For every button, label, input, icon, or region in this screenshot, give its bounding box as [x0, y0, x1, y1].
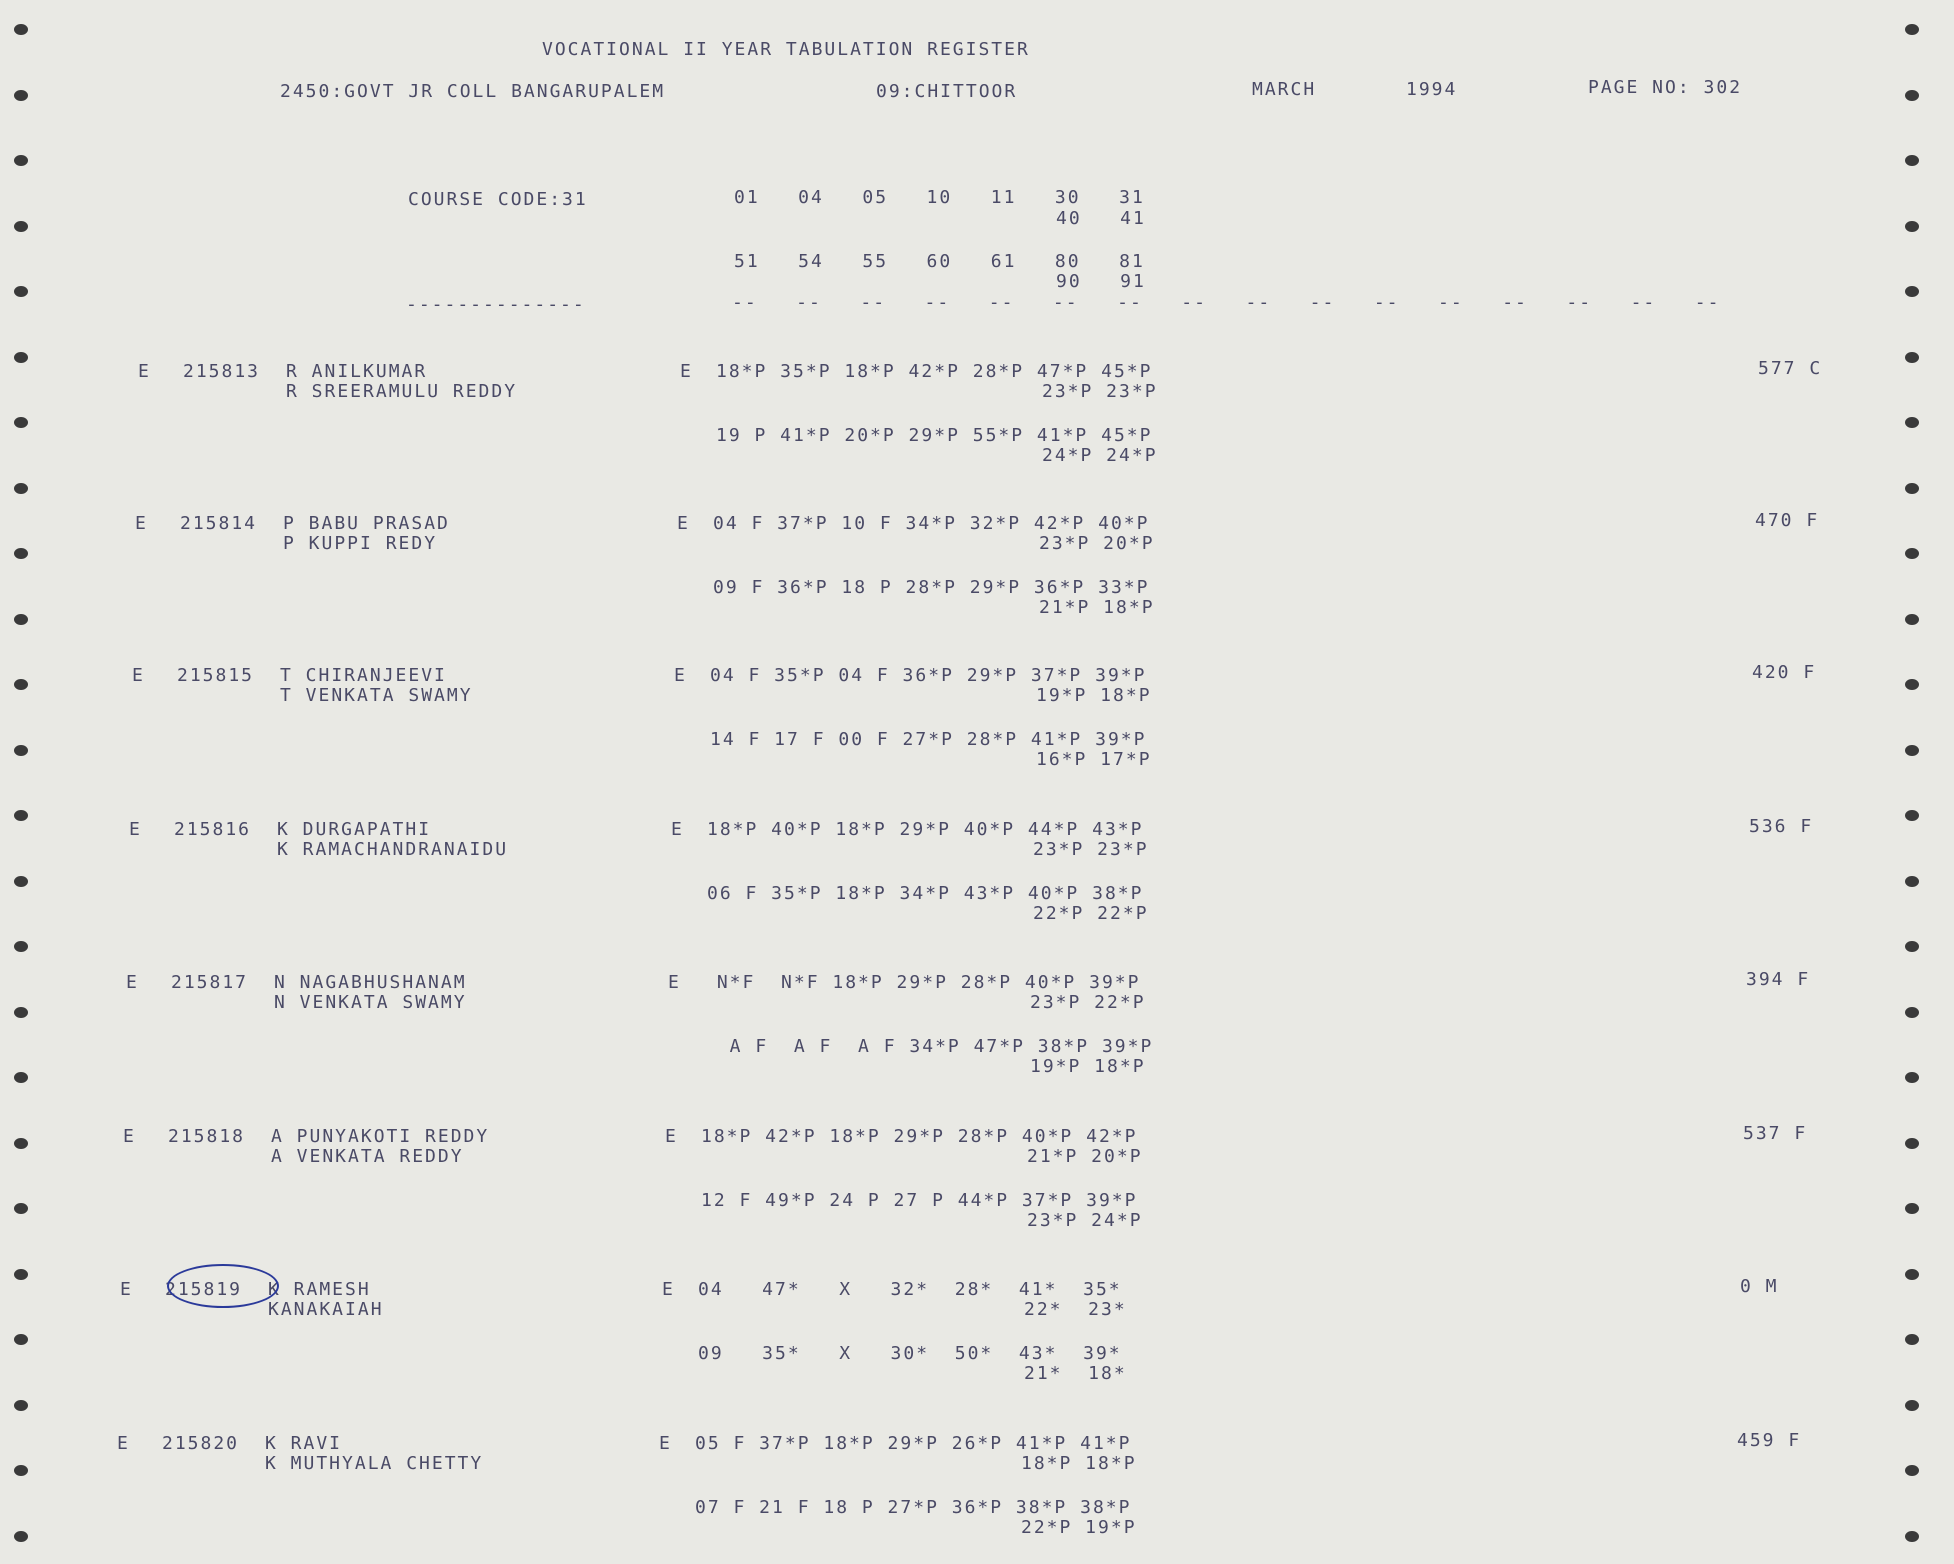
sprocket-hole [14, 679, 28, 690]
sprocket-hole [1905, 745, 1919, 756]
sprocket-hole [14, 483, 28, 494]
student-name: T CHIRANJEEVI [280, 665, 447, 686]
sprocket-hole [1905, 876, 1919, 887]
roll-number: 215814 [180, 513, 258, 534]
sprocket-hole [14, 1269, 28, 1280]
subject-codes-row1b: 40 41 [1056, 208, 1146, 229]
sprocket-hole [14, 548, 28, 559]
sprocket-hole [14, 1007, 28, 1018]
college-name: 2450:GOVT JR COLL BANGARUPALEM [280, 81, 666, 102]
total-result: 537 F [1743, 1123, 1808, 1144]
record-type: E [135, 513, 148, 534]
sprocket-hole [1905, 1334, 1919, 1345]
marks-row-1: 05 F 37*P 18*P 29*P 26*P 41*P 41*P [695, 1433, 1132, 1454]
record-type: E [126, 972, 139, 993]
sprocket-hole [14, 352, 28, 363]
parent-name: N VENKATA SWAMY [274, 992, 467, 1013]
subject-codes-row2b: 90 91 [1056, 271, 1146, 292]
marks-row-1: 04 F 35*P 04 F 36*P 29*P 37*P 39*P [710, 665, 1147, 686]
record-type: E [117, 1433, 130, 1454]
marks-row-1b: 21*P 20*P [1027, 1146, 1143, 1167]
sprocket-hole [14, 417, 28, 428]
sprocket-hole [1905, 548, 1919, 559]
parent-name: KANAKAIAH [268, 1299, 384, 1320]
sprocket-hole [14, 941, 28, 952]
sprocket-hole [14, 876, 28, 887]
total-result: 470 F [1755, 510, 1820, 531]
header-rule-left: -------------- [406, 294, 586, 315]
record-type: E [138, 361, 151, 382]
exam-indicator: E [665, 1126, 678, 1147]
exam-indicator: E [677, 513, 690, 534]
exam-indicator: E [668, 972, 681, 993]
sprocket-hole [1905, 221, 1919, 232]
marks-row-1b: 19*P 18*P [1036, 685, 1152, 706]
sprocket-hole [14, 1531, 28, 1542]
sprocket-hole [14, 614, 28, 625]
sprocket-hole [14, 1334, 28, 1345]
sprocket-holes-right [1905, 0, 1925, 1564]
sprocket-hole [14, 1138, 28, 1149]
roll-number: 215815 [177, 665, 255, 686]
register-title: VOCATIONAL II YEAR TABULATION REGISTER [542, 39, 1030, 60]
header-rule-columns: -- -- -- -- -- -- -- -- -- -- -- -- -- -- -- -- [732, 292, 1721, 313]
record-type: E [123, 1126, 136, 1147]
sprocket-hole [1905, 352, 1919, 363]
marks-row-2b: 23*P 24*P [1027, 1210, 1143, 1231]
student-name: N NAGABHUSHANAM [274, 972, 467, 993]
marks-row-1b: 23*P 23*P [1042, 381, 1158, 402]
student-name: A PUNYAKOTI REDDY [271, 1126, 490, 1147]
sprocket-hole [14, 1400, 28, 1411]
exam-indicator: E [662, 1279, 675, 1300]
sprocket-hole [1905, 1203, 1919, 1214]
marks-row-1: 04 F 37*P 10 F 34*P 32*P 42*P 40*P [713, 513, 1150, 534]
marks-row-2b: 22*P 22*P [1033, 903, 1149, 924]
parent-name: P KUPPI REDY [283, 533, 438, 554]
exam-year: 1994 [1406, 79, 1458, 100]
sprocket-hole [14, 221, 28, 232]
subject-codes-row1: 01 04 05 10 11 30 31 [734, 187, 1145, 208]
roll-number: 215817 [171, 972, 249, 993]
student-name: K RAVI [265, 1433, 343, 1454]
sprocket-hole [1905, 286, 1919, 297]
marks-row-1: 04 47* X 32* 28* 41* 35* [698, 1279, 1122, 1300]
marks-row-2b: 16*P 17*P [1036, 749, 1152, 770]
marks-row-2: 06 F 35*P 18*P 34*P 43*P 40*P 38*P [707, 883, 1144, 904]
pen-circle-annotation [167, 1264, 279, 1308]
sprocket-hole [14, 24, 28, 35]
total-result: 0 M [1740, 1276, 1779, 1297]
student-name: K DURGAPATHI [277, 819, 432, 840]
total-result: 577 C [1758, 358, 1823, 379]
marks-row-2: 09 F 36*P 18 P 28*P 29*P 36*P 33*P [713, 577, 1150, 598]
student-name: R ANILKUMAR [286, 361, 428, 382]
sprocket-hole [14, 1465, 28, 1476]
marks-row-1b: 18*P 18*P [1021, 1453, 1137, 1474]
student-name: P BABU PRASAD [283, 513, 450, 534]
roll-number: 215819 [165, 1279, 243, 1300]
student-name: K RAMESH [268, 1279, 371, 1300]
record-type: E [129, 819, 142, 840]
sprocket-hole [1905, 417, 1919, 428]
marks-row-2: 09 35* X 30* 50* 43* 39* [698, 1343, 1122, 1364]
marks-row-1: N*F N*F 18*P 29*P 28*P 40*P 39*P [704, 972, 1141, 993]
total-result: 459 F [1737, 1430, 1802, 1451]
parent-name: T VENKATA SWAMY [280, 685, 473, 706]
marks-row-2: 07 F 21 F 18 P 27*P 36*P 38*P 38*P [695, 1497, 1132, 1518]
marks-row-1b: 23*P 22*P [1030, 992, 1146, 1013]
sprocket-holes-left [14, 0, 34, 1564]
exam-indicator: E [659, 1433, 672, 1454]
sprocket-hole [14, 1203, 28, 1214]
sprocket-hole [1905, 483, 1919, 494]
exam-indicator: E [680, 361, 693, 382]
marks-row-1b: 23*P 23*P [1033, 839, 1149, 860]
parent-name: K RAMACHANDRANAIDU [277, 839, 509, 860]
sprocket-hole [14, 286, 28, 297]
record-type: E [120, 1279, 133, 1300]
course-code: COURSE CODE:31 [408, 189, 588, 210]
marks-row-1b: 23*P 20*P [1039, 533, 1155, 554]
exam-month: MARCH [1252, 79, 1317, 100]
marks-row-2b: 24*P 24*P [1042, 445, 1158, 466]
parent-name: K MUTHYALA CHETTY [265, 1453, 484, 1474]
sprocket-hole [1905, 1269, 1919, 1280]
sprocket-hole [1905, 1007, 1919, 1018]
parent-name: R SREERAMULU REDDY [286, 381, 518, 402]
sprocket-hole [1905, 1072, 1919, 1083]
marks-row-2b: 19*P 18*P [1030, 1056, 1146, 1077]
sprocket-hole [14, 1072, 28, 1083]
sprocket-hole [1905, 1400, 1919, 1411]
marks-row-2b: 21* 18* [1024, 1363, 1127, 1384]
exam-indicator: E [674, 665, 687, 686]
sprocket-hole [1905, 614, 1919, 625]
sprocket-hole [1905, 1531, 1919, 1542]
marks-row-2b: 22*P 19*P [1021, 1517, 1137, 1538]
total-result: 536 F [1749, 816, 1814, 837]
parent-name: A VENKATA REDDY [271, 1146, 464, 1167]
exam-indicator: E [671, 819, 684, 840]
marks-row-1: 18*P 42*P 18*P 29*P 28*P 40*P 42*P [701, 1126, 1138, 1147]
sprocket-hole [14, 155, 28, 166]
page-number: PAGE NO: 302 [1588, 77, 1743, 98]
sprocket-hole [1905, 810, 1919, 821]
sprocket-hole [14, 745, 28, 756]
total-result: 420 F [1752, 662, 1817, 683]
sprocket-hole [1905, 679, 1919, 690]
sprocket-hole [14, 810, 28, 821]
roll-number: 215816 [174, 819, 252, 840]
sprocket-hole [1905, 155, 1919, 166]
subject-codes-row2: 51 54 55 60 61 80 81 [734, 251, 1145, 272]
record-type: E [132, 665, 145, 686]
roll-number: 215818 [168, 1126, 246, 1147]
roll-number: 215820 [162, 1433, 240, 1454]
sprocket-hole [1905, 24, 1919, 35]
marks-row-1b: 22* 23* [1024, 1299, 1127, 1320]
sprocket-hole [14, 90, 28, 101]
district-name: 09:CHITTOOR [876, 81, 1018, 102]
marks-row-1: 18*P 40*P 18*P 29*P 40*P 44*P 43*P [707, 819, 1144, 840]
marks-row-2: 12 F 49*P 24 P 27 P 44*P 37*P 39*P [701, 1190, 1138, 1211]
marks-row-2b: 21*P 18*P [1039, 597, 1155, 618]
marks-row-2: 19 P 41*P 20*P 29*P 55*P 41*P 45*P [716, 425, 1153, 446]
marks-row-2: A F A F A F 34*P 47*P 38*P 39*P [704, 1036, 1154, 1057]
sprocket-hole [1905, 1138, 1919, 1149]
total-result: 394 F [1746, 969, 1811, 990]
marks-row-1: 18*P 35*P 18*P 42*P 28*P 47*P 45*P [716, 361, 1153, 382]
sprocket-hole [1905, 941, 1919, 952]
sprocket-hole [1905, 90, 1919, 101]
sprocket-hole [1905, 1465, 1919, 1476]
roll-number: 215813 [183, 361, 261, 382]
marks-row-2: 14 F 17 F 00 F 27*P 28*P 41*P 39*P [710, 729, 1147, 750]
